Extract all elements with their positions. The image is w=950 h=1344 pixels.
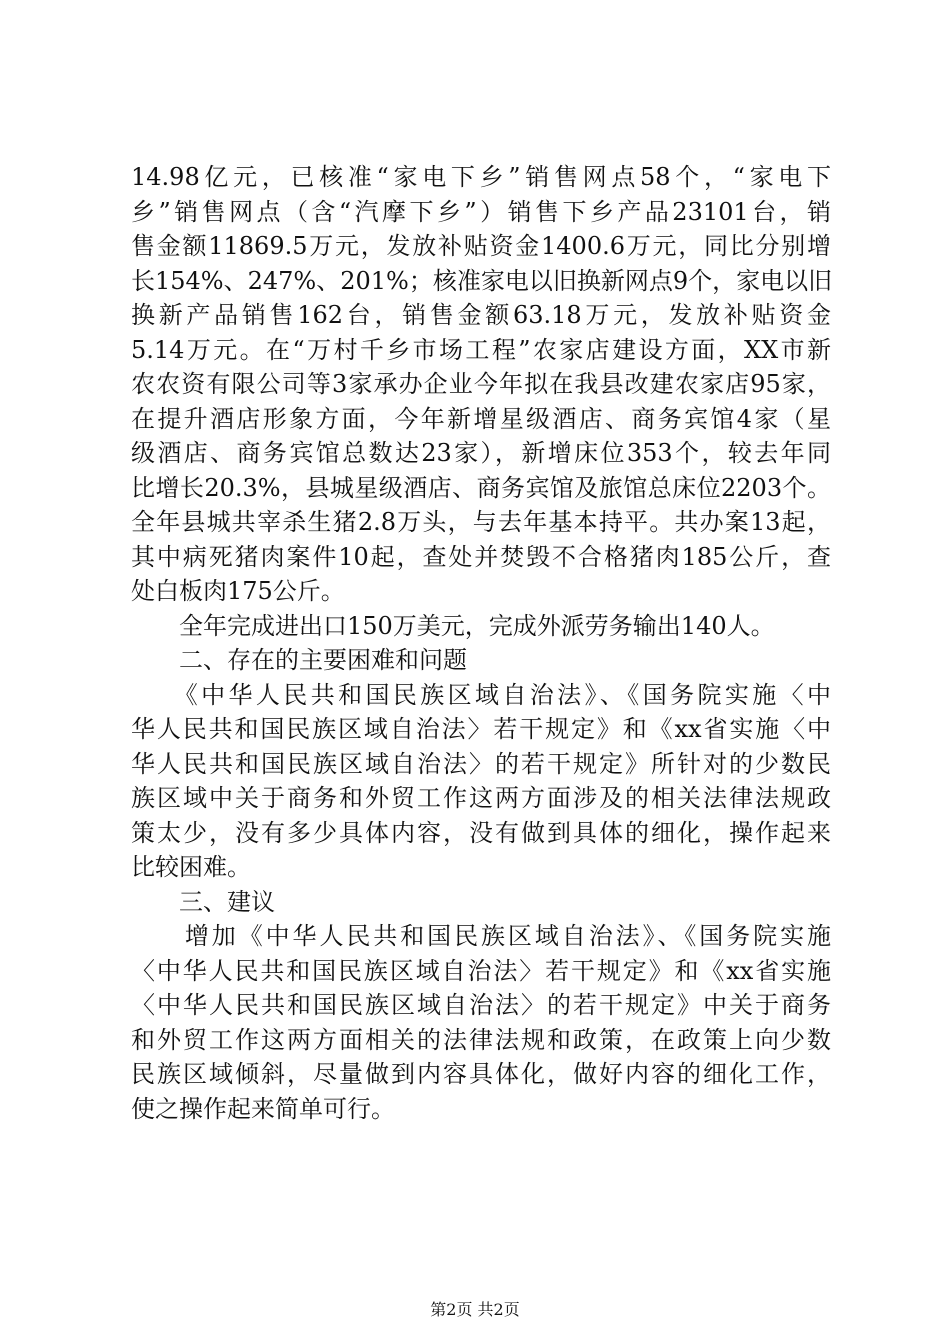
text-line: 售金额11869.5万元，发放补贴资金1400.6万元，同比分别增	[131, 232, 831, 260]
text-line: 比较困难。	[131, 853, 251, 881]
text-line: 和外贸工作这两方面相关的法律法规和政策，在政策上向少数	[131, 1025, 831, 1054]
text-line: 三、建议	[131, 887, 275, 916]
text-line: 处白板肉175公斤。	[131, 577, 345, 605]
paragraph	[131, 885, 831, 920]
text-line: 〈中华人民共和国民族区域自治法〉的若干规定》中关于商务	[131, 991, 831, 1019]
paragraph	[131, 919, 831, 1126]
paragraph	[131, 160, 831, 609]
text-line: 华人民共和国民族区域自治法〉若干规定》和《xx省实施〈中	[131, 715, 831, 743]
document-body	[131, 160, 831, 1126]
text-line: 级酒店、商务宾馆总数达23家），新增床位353个，较去年同	[131, 439, 831, 467]
text-line: 使之操作起来简单可行。	[131, 1094, 395, 1123]
text-line: 在提升酒店形象方面，今年新增星级酒店、商务宾馆4家（星	[131, 404, 831, 433]
text-line: 二、存在的主要困难和问题	[131, 646, 467, 674]
text-line: 农农资有限公司等3家承办企业今年拟在我县改建农家店95家，	[131, 370, 831, 398]
text-line: 民族区域倾斜，尽量做到内容具体化，做好内容的细化工作，	[131, 1060, 831, 1088]
text-line: 长154%、247%、201%；核准家电以旧换新网点9个，家电以旧	[131, 266, 833, 295]
text-line: 14.98亿元，已核准“家电下乡”销售网点58个，“家电下	[131, 163, 831, 191]
text-line: 增加《中华人民共和国民族区域自治法》、《国务院实施	[131, 922, 831, 950]
text-line: 策太少，没有多少具体内容，没有做到具体的细化，操作起来	[131, 818, 831, 847]
text-line: 全年县城共宰杀生猪2.8万头，与去年基本持平。共办案13起，	[131, 508, 831, 536]
paragraph	[131, 609, 831, 644]
paragraph	[131, 643, 831, 678]
text-line: 华人民共和国民族区域自治法〉的若干规定》所针对的少数民	[131, 749, 831, 778]
text-line: 〈中华人民共和国民族区域自治法〉若干规定》和《xx省实施	[131, 956, 831, 985]
text-line: 比增长20.3%，县城星级酒店、商务宾馆及旅馆总床位2203个。	[131, 473, 831, 502]
text-line: 族区域中关于商务和外贸工作这两方面涉及的相关法律法规政	[131, 784, 831, 812]
text-line: 乡”销售网点（含“汽摩下乡”）销售下乡产品23101台，销	[131, 197, 831, 226]
text-line: 其中病死猪肉案件10起，查处并焚毁不合格猪肉185公斤，查	[131, 542, 831, 571]
text-line: 《中华人民共和国民族区域自治法》、《国务院实施〈中	[131, 680, 831, 709]
page-footer: 第2页 共2页	[430, 1300, 520, 1319]
text-line: 全年完成进出口150万美元，完成外派劳务输出140人。	[131, 611, 775, 640]
paragraph	[131, 678, 831, 885]
text-line: 换新产品销售162台，销售金额63.18万元，发放补贴资金	[131, 301, 831, 329]
text-line: 5.14万元。在“万村千乡市场工程”农家店建设方面，XX市新	[131, 335, 831, 364]
